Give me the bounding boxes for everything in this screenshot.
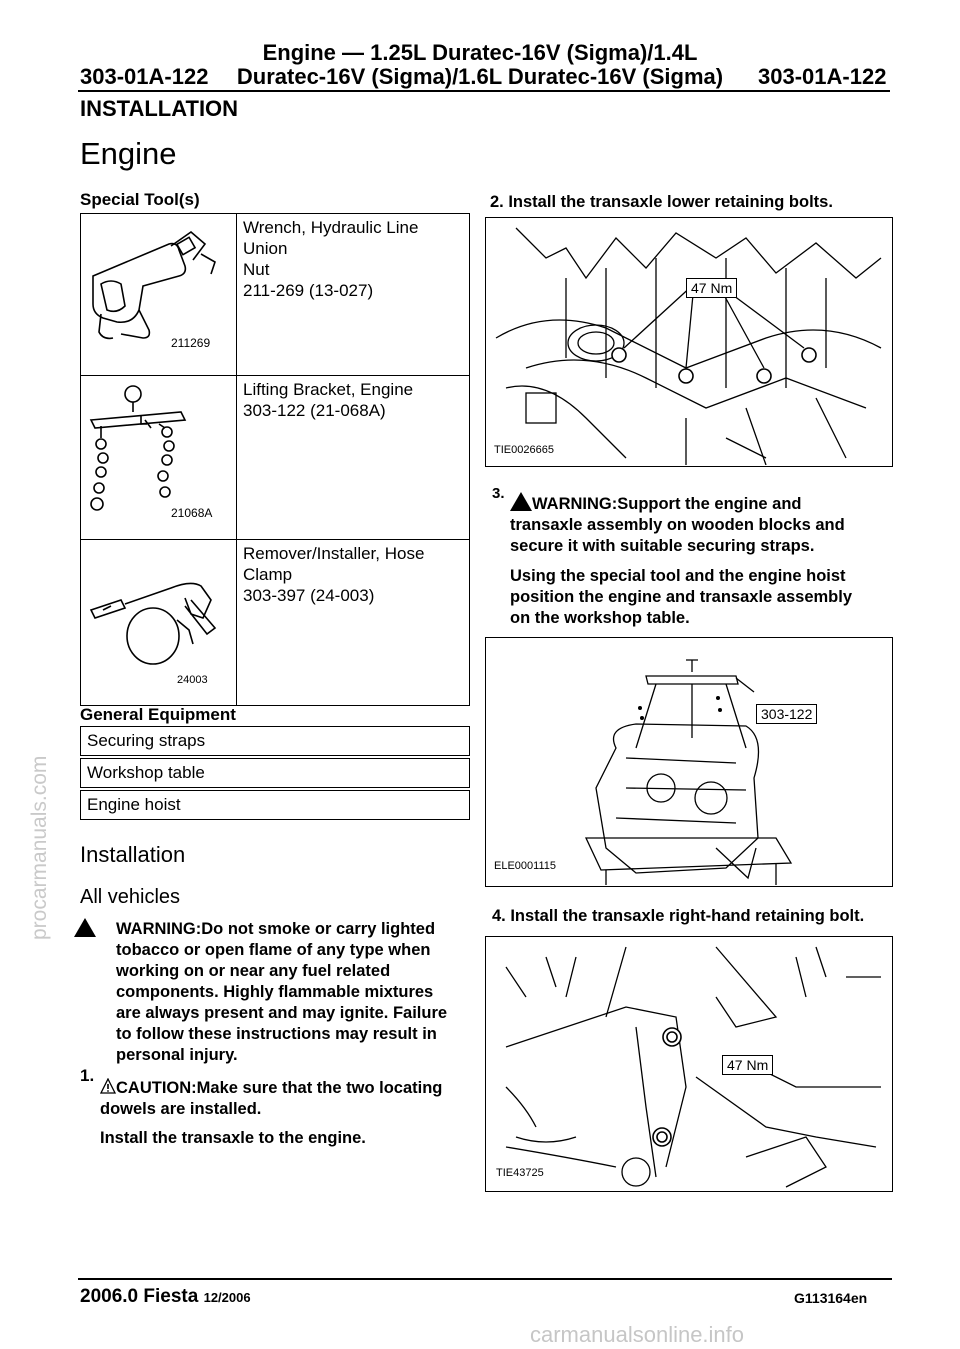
tool-name [237,540,469,609]
warning-label: WARNING:Do not smoke or carry lighted [116,920,436,938]
caution-icon [100,1078,116,1094]
footer-rule [78,1278,892,1280]
step3-line: position the engine and transaxle assembly [510,588,853,606]
step4-text: 4. Install the transaxle right-hand retaining bolt. [492,907,865,925]
warning-text: secure it with suitable securing straps. [510,537,815,555]
tool-image-cell [81,214,237,376]
page-number-right: 303-01A-122 [758,64,887,89]
equipment-item: Engine hoist [80,790,470,820]
footer-left [80,1286,251,1308]
step3-figure [485,637,893,887]
footer-watermark: carmanualsonline.info [530,1322,745,1347]
tool-row [81,540,470,706]
tool-label: 303-122 [756,704,817,724]
transaxle-bolts-illustration [486,218,891,465]
warning-line: tobacco or open flame of any type when [116,941,431,959]
step3-number: 3. [492,485,505,502]
general-equipment-heading: General Equipment [80,705,236,724]
tool-name [237,214,469,304]
page-number-left: 303-01A-122 [80,64,209,89]
step1-text: Install the transaxle to the engine. [100,1129,366,1147]
caution-text-line2: dowels are installed. [100,1100,262,1118]
step3-line: on the workshop table. [510,609,690,627]
warning-line: working on or near any fuel related [116,962,391,980]
equipment-item: Workshop table [80,758,470,788]
torque-label: 47 Nm [722,1055,773,1075]
step3-text [510,566,900,629]
warning-line: personal injury. [116,1046,238,1064]
warning-icon [74,918,96,940]
step2-text: 2. Install the transaxle lower retaining bolts. [490,193,833,211]
warning-block [116,919,476,1066]
tool-number: 303-397 (24-003) [243,586,375,605]
footer-right: G113164en [794,1290,868,1306]
hose-clamp-tool-icon [81,540,236,700]
tool-name-line2: Clamp [243,565,293,584]
tool-code: 24003 [177,674,208,686]
tool-name-line1: Wrench, Hydraulic Line Union [243,218,419,258]
warning-text: transaxle assembly on wooden blocks and [510,516,845,534]
tool-name [237,376,469,424]
figure-code: ELE0001115 [494,860,556,872]
special-tools-heading: Special Tool(s) [80,190,200,209]
warning-line: are always present and may ignite. Failure [116,1004,448,1022]
section-heading: INSTALLATION [80,96,239,121]
side-watermark-text: procarmanuals.com [28,755,51,940]
warning-icon [510,492,532,511]
wrench-icon [81,214,236,370]
tool-name-line2: Nut [243,260,270,279]
tool-description-cell [237,376,470,540]
figure-code: TIE0026665 [494,444,554,456]
tool-code: 21068A [171,506,213,520]
equipment-item: Securing straps [80,726,470,756]
side-watermark [6,560,51,940]
tool-number: 211-269 (13-027) [243,281,374,300]
header-rule [78,90,890,92]
step3-warning [510,492,900,557]
step2-figure [485,217,893,467]
warning-line: components. Highly flammable mixtures [116,983,434,1001]
tool-row [81,376,470,540]
installation-heading: Installation [80,842,186,867]
tool-image-cell [81,376,237,540]
engine-on-table-illustration [486,638,891,885]
header-title-line1: Engine — 1.25L Duratec-16V (Sigma)/1.4L [262,40,698,65]
tool-name-line1: Lifting Bracket, Engine [243,380,414,399]
tool-description-cell [237,540,470,706]
tool-description-cell [237,214,470,376]
transaxle-right-bolt-illustration [486,937,891,1190]
figure-code: TIE43725 [496,1167,544,1179]
footer-model: 2006.0 Fiesta [80,1286,199,1307]
tool-number: 303-122 (21-068A) [243,401,386,420]
page-title: Engine [80,136,177,171]
tool-row [81,214,470,376]
step4-figure [485,936,893,1192]
lifting-bracket-icon [81,376,236,534]
torque-label: 47 Nm [686,278,737,298]
step1-caution [100,1078,480,1120]
step3-line: Using the special tool and the engine hoist [510,567,846,585]
header-title-line2: Duratec-16V (Sigma)/1.6L Duratec-16V (Sigma) [236,64,724,89]
footer-date: 12/2006 [203,1290,251,1305]
tool-code: 211269 [171,336,211,350]
warning-line: to follow these instructions may result in [116,1025,437,1043]
special-tools-table [80,213,470,706]
caution-text: CAUTION:Make sure that the two locating [116,1079,443,1097]
tool-image-cell [81,540,237,706]
all-vehicles-label: All vehicles [80,886,181,908]
tool-name-line1: Remover/Installer, Hose [243,544,425,563]
warning-text: WARNING:Support the engine and [532,495,802,513]
step1-number: 1. [80,1066,95,1085]
